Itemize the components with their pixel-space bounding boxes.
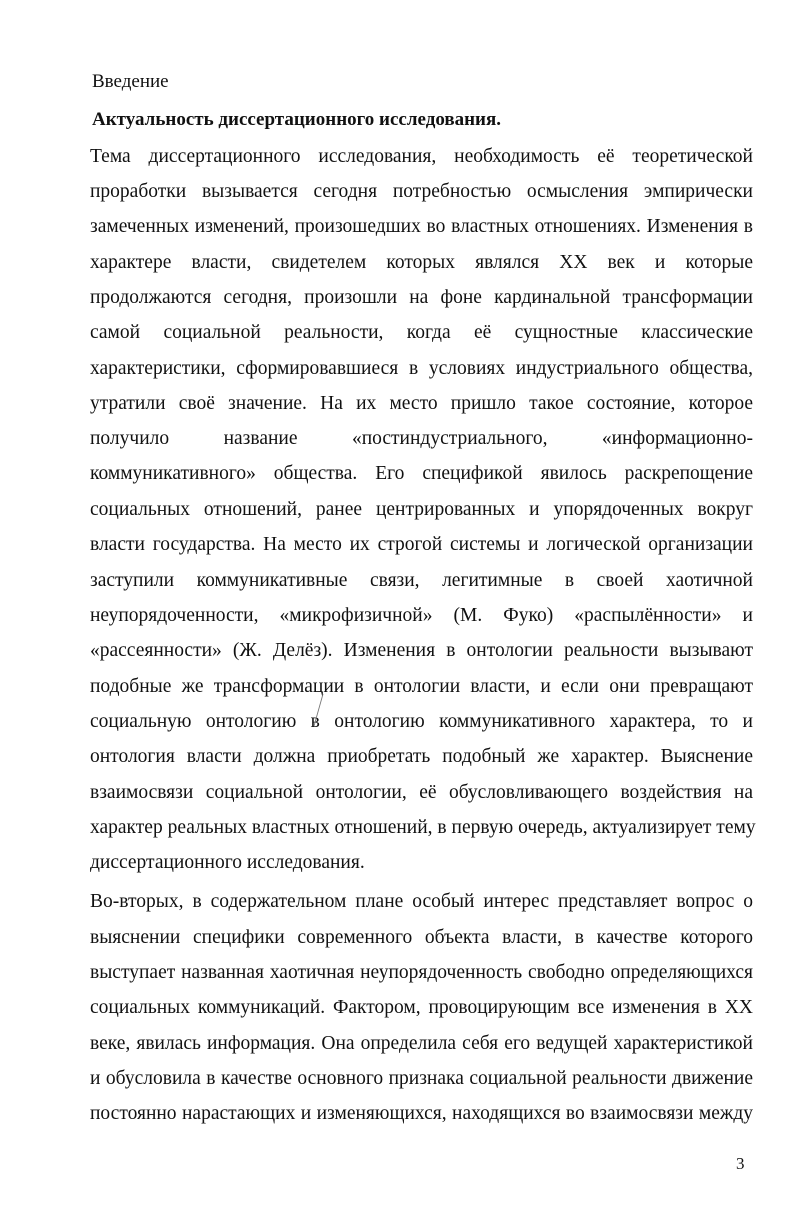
text-line: и обусловила в качестве основного признака социальной реальности движение <box>90 1068 753 1089</box>
text-line: коммуникативного» общества. Его спецификой явилось раскрепощение <box>90 463 753 484</box>
text-line: заступили коммуникативные связи, легитимные в своей хаотичной <box>90 570 753 591</box>
text-line: характер реальных властных отношений, в первую очередь, актуализирует тему <box>90 817 756 838</box>
text-line: власти государства. На место их строгой системы и логической организации <box>90 534 753 555</box>
text-line: утратили своё значение. На их место пришло такое состояние, которое <box>90 393 753 414</box>
text-line: социальную онтологию в онтологию коммуникативного характера, то и <box>90 711 753 732</box>
text-line: диссертационного исследования. <box>90 852 365 873</box>
text-line: неупорядоченности, «микрофизичной» (М. Фуко) «распылённости» и <box>90 605 753 626</box>
text-line: онтология власти должна приобретать подобный же характер. Выяснение <box>90 746 753 767</box>
text-line: постоянно нарастающих и изменяющихся, находящихся во взаимосвязи между <box>90 1103 753 1124</box>
text-line: замеченных изменений, произошедших во властных отношениях. Изменения в <box>90 216 753 237</box>
section-heading: Актуальность диссертационного исследования. <box>92 109 502 130</box>
text-line: получило название «постиндустриального, «информационно- <box>90 428 753 449</box>
text-line: Тема диссертационного исследования, необходимость её теоретической <box>90 146 753 167</box>
text-line: Во-вторых, в содержательном плане особый интерес представляет вопрос о <box>90 891 753 912</box>
text-line: характере власти, свидетелем которых являлся XX век и которые <box>90 252 753 273</box>
text-line: социальных отношений, ранее центрированных и упорядоченных вокруг <box>90 499 753 520</box>
text-line: продолжаются сегодня, произошли на фоне кардинальной трансформации <box>90 287 753 308</box>
text-line: «рассеянности» (Ж. Делёз). Изменения в онтологии реальности вызывают <box>90 640 753 661</box>
text-line: веке, явилась информация. Она определила себя его ведущей характеристикой <box>90 1033 753 1054</box>
text-line: социальных коммуникаций. Фактором, провоцирующим все изменения в XX <box>90 997 753 1018</box>
pen-mark-icon <box>308 692 328 732</box>
page-number: 3 <box>736 1154 745 1173</box>
text-line: характеристики, сформировавшиеся в условиях индустриального общества, <box>90 358 753 379</box>
text-line: подобные же трансформации в онтологии власти, и если они превращают <box>90 676 753 697</box>
text-line: выяснении специфики современного объекта власти, в качестве которого <box>90 927 753 948</box>
intro-heading: Введение <box>92 71 169 92</box>
text-line: проработки вызывается сегодня потребностью осмысления эмпирически <box>90 181 753 202</box>
text-line: выступает названная хаотичная неупорядоченность свободно определяющихся <box>90 962 753 983</box>
text-line: самой социальной реальности, когда её сущностные классические <box>90 322 753 343</box>
text-line: взаимосвязи социальной онтологии, её обусловливающего воздействия на <box>90 782 753 803</box>
